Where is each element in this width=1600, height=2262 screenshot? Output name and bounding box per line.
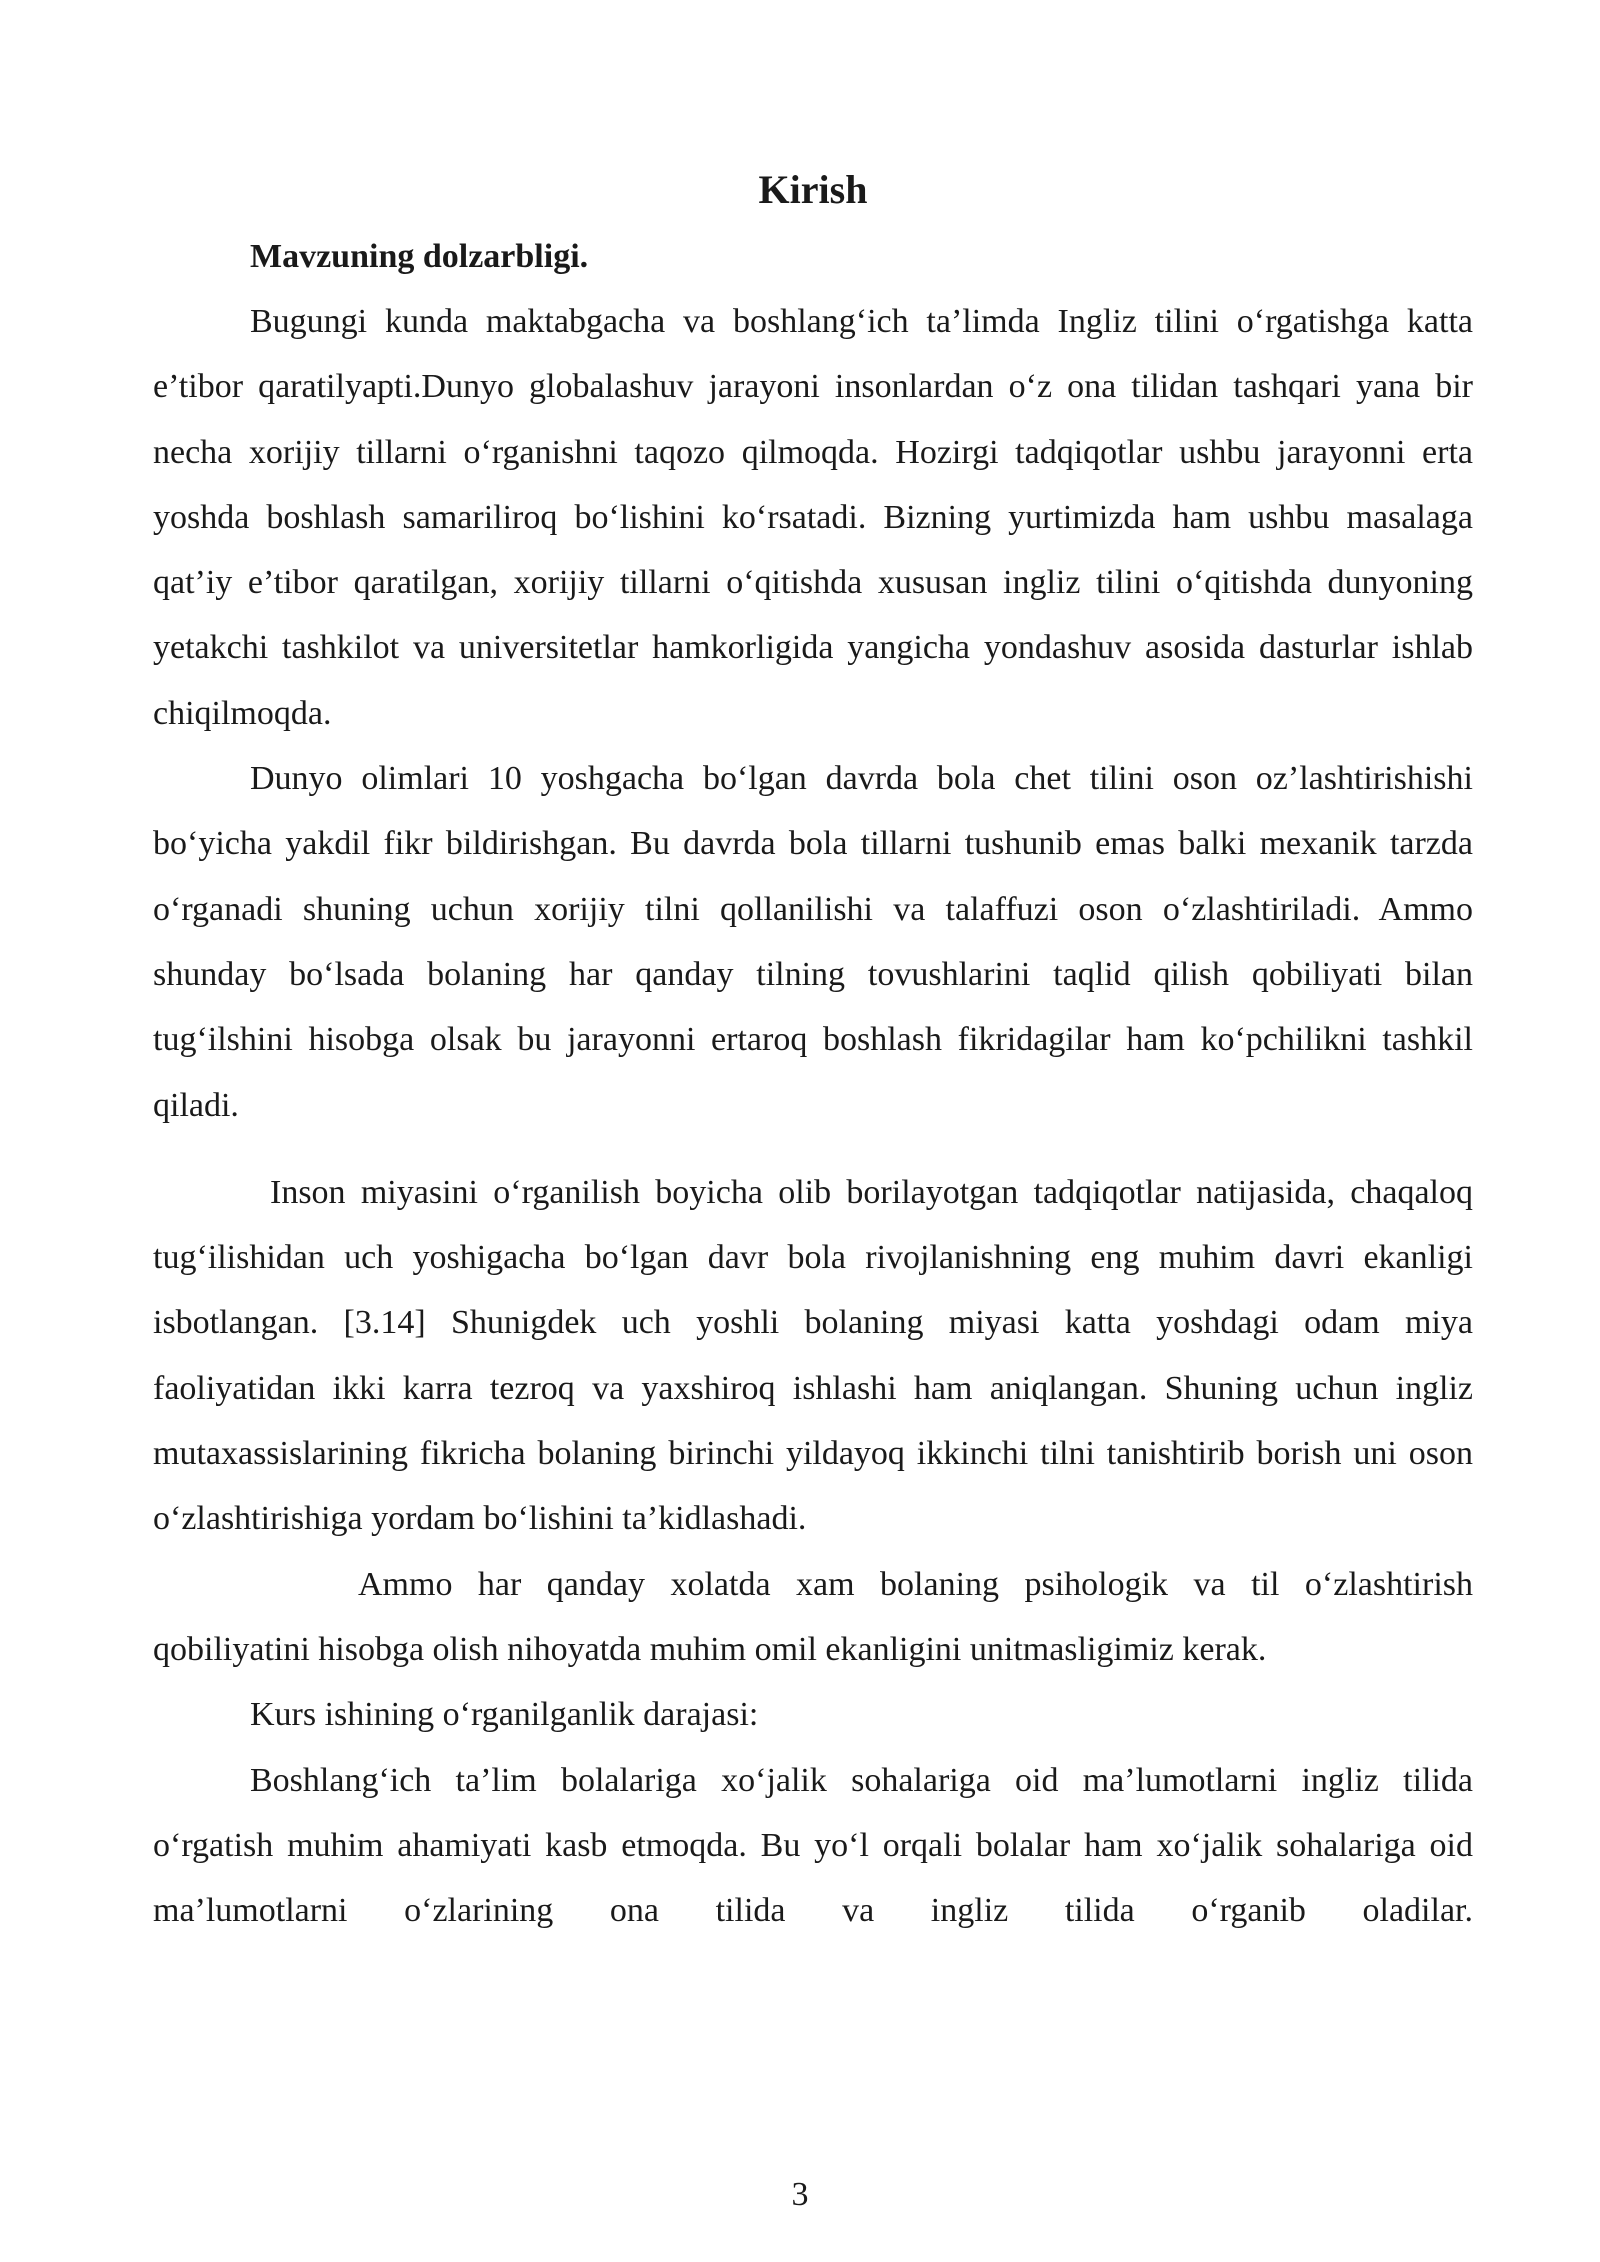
section-heading: Mavzuning dolzarbligi. — [250, 238, 589, 275]
page-title: Kirish — [758, 167, 868, 212]
document-page — [153, 160, 1473, 1943]
paragraph-primary-education: Boshlang‘ich ta’lim bolalariga xo‘jalik sohalariga oid ma’lumotlarni ingliz tilida o‘rgatish muhim ahamiyati kasb etmoqda. Bu yo‘l orqali bolalar ham xo‘jalik sohalariga oid ma’lumotlarni o‘zlarining ona tilida va ingliz tilida o‘rganib oladilar. — [153, 1761, 1473, 1930]
paragraph-psychology: Ammo har qanday xolatda xam bolaning psihologik va til o‘zlashtirish qobiliyatini hisobga olish nihoyatda muhim omil ekanligini unitmasligimiz kerak. — [153, 1565, 1473, 1668]
paragraph-brain-research: Inson miyasini o‘rganilish boyicha olib borilayotgan tadqiqotlar natijasida, chaqaloq tug‘ilishidan uch yoshigacha bo‘lgan davr bola rivojlanishning eng muhim davri ekanligi isbotlangan. [3.14] Shunigdek uch yoshli bolaning miyasi katta yoshdagi odam miya faoliyatidan ikki karra tezroq va yaxshiroq ishlashi ham aniqlangan. Shuning uchun ingliz mutaxassislarining fikricha bolaning birinchi yildayoq ikkinchi tilni tanishtirib borish uni oson o‘zlashtirishiga yordam bo‘lishini ta’kidlashadi. — [153, 1173, 1473, 1538]
paragraph-intro: Bugungi kunda maktabgacha va boshlang‘ich ta’limda Ingliz tilini o‘rgatishga katta e’tibor qaratilyapti.Dunyo globalashuv jarayoni insonlardan o‘z ona tilidan tashqari yana bir necha xorijiy tillarni o‘rganishni taqozo qilmoqda. Hozirgi tadqiqotlar ushbu jarayonni erta yoshda boshlash samariliroq bo‘lishini ko‘rsatadi. Bizning yurtimizda ham ushbu masalaga qat’iy e’tibor qaratilgan, xorijiy tillarni o‘qitishda xususan ingliz tilini o‘qitishda dunyoning yetakchi tashkilot va universitetlar hamkorligida yangicha yondashuv asosida dasturlar ishlab chiqilmoqda. — [153, 303, 1473, 732]
paragraph-study-level: Kurs ishining o‘rganilganlik darajasi: — [250, 1696, 759, 1734]
paragraph-scientists: Dunyo olimlari 10 yoshgacha bo‘lgan davrda bola chet tilini oson oz’lashtirishishi bo‘yicha yakdil fikr bildirishgan. Bu davrda bola tillarni tushunib emas balki mexanik tarzda o‘rganadi shuning uchun xorijiy tilni qollanilishi va talaffuzi oson o‘zlashtiriladi. Ammo shunday bo‘lsada bolaning har qanday tilning tovushlarini taqlid qilish qobiliyati bilan tug‘ilshini hisobga olsak bu jarayonni ertaroq boshlash fikridagilar ham ko‘pchilikni tashkil qiladi. — [153, 760, 1473, 1124]
page-number: 3 — [791, 2176, 809, 2213]
